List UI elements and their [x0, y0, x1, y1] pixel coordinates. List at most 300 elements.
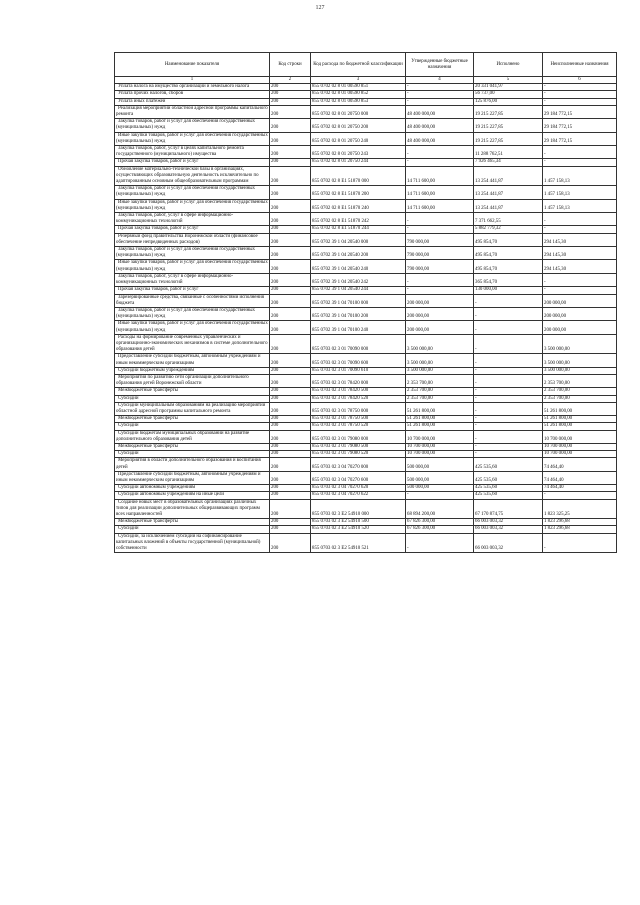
table-row: [115, 98, 617, 105]
unexecuted-amount-cell: 200 000,00: [543, 294, 617, 307]
executed-amount-cell: 425 535,60: [474, 458, 543, 471]
expense-code-cell: 855 0703 02 3 Е2 54910 520: [311, 526, 406, 533]
expense-code-cell: 855 0703 02 3 01 78420 500: [311, 388, 406, 395]
line-code-cell: 200: [270, 146, 311, 159]
approved-amount-cell: -: [406, 287, 474, 294]
expense-code-cell: 855 0703 02 3 01 78750 520: [311, 423, 406, 430]
approved-amount-cell: 48 400 000,00: [406, 105, 474, 118]
table-row: [115, 233, 617, 246]
indicator-name-cell: Прочая закупка товаров, работ и услуг: [115, 226, 270, 233]
unexecuted-amount-cell: 1 457 158,13: [543, 166, 617, 186]
table-row: [115, 119, 617, 132]
column-number: 4: [406, 77, 474, 84]
unexecuted-amount-cell: 51 261 800,00: [543, 423, 617, 430]
expense-code-cell: 855 0703 02 3 04 70270 000: [311, 458, 406, 471]
unexecuted-amount-cell: 1 823 296,68: [543, 526, 617, 533]
column-number-row: [115, 77, 617, 84]
expense-code-cell: 855 0702 02 8 01 20750 244: [311, 159, 406, 166]
expense-code-cell: 855 0702 39 1 04 70100 200: [311, 307, 406, 320]
approved-amount-cell: 10 700 000,00: [406, 451, 474, 458]
indicator-name-cell: Иные закупки товаров, работ и услуг для обеспечения государственных (муниципальных) нужд: [116, 260, 268, 272]
executed-amount-cell: -: [474, 334, 543, 354]
executed-amount-cell: 19 215 227,85: [474, 105, 543, 118]
expense-code-cell: 855 0702 02 8 01 00590 851: [311, 84, 406, 91]
unexecuted-amount-cell: -: [543, 146, 617, 159]
expense-code-cell: 855 0703 02 3 01 78750 500: [311, 416, 406, 423]
table-row: [115, 519, 617, 526]
unexecuted-amount-cell: 1 457 158,13: [543, 186, 617, 199]
executed-amount-cell: 66 003 003,32: [474, 526, 543, 533]
line-code-cell: 200: [270, 485, 311, 492]
line-code-cell: 200: [270, 458, 311, 471]
indicator-name-cell: Прочая закупка товаров, работ и услуг: [115, 159, 270, 166]
indicator-name-cell: Предоставление субсидий бюджетным, автономным учреждениям и иным некоммерческим организациям: [115, 354, 270, 367]
expense-code-cell: 855 0702 39 1 04 70100 000: [311, 294, 406, 307]
unexecuted-amount-cell: 2 353 700,00: [543, 388, 617, 395]
unexecuted-amount-cell: 3 500 000,00: [543, 367, 617, 374]
executed-amount-cell: -: [474, 374, 543, 387]
executed-amount-cell: 495 854,70: [474, 260, 543, 273]
unexecuted-amount-cell: 294 145,30: [543, 247, 617, 260]
column-number: 5: [474, 77, 543, 84]
line-code-cell: 200: [270, 273, 311, 286]
approved-amount-cell: 51 261 800,00: [406, 402, 474, 415]
indicator-name-cell: Закупка товаров, работ и услуг для обеспечения государственных (муниципальных) нужд: [115, 307, 270, 320]
line-code-cell: 200: [270, 519, 311, 526]
executed-amount-cell: 7 371 662,55: [474, 213, 543, 226]
executed-amount-cell: 19 215 227,85: [474, 119, 543, 132]
executed-amount-cell: 13 254 441,87: [474, 186, 543, 199]
unexecuted-amount-cell: 10 700 000,00: [543, 443, 617, 450]
indicator-name-cell: Субсидии: [115, 423, 270, 430]
unexecuted-amount-cell: 1 823 296,68: [543, 519, 617, 526]
executed-amount-cell: -: [474, 367, 543, 374]
executed-amount-cell: 19 215 227,85: [474, 132, 543, 145]
unexecuted-amount-cell: -: [543, 84, 617, 91]
unexecuted-amount-cell: -: [543, 287, 617, 294]
column-number: 6: [543, 77, 617, 84]
line-code-cell: 200: [270, 499, 311, 519]
indicator-name-cell: Закупка товаров, работ и услуг для обеспечения государственных (муниципальных) нужд: [115, 186, 270, 199]
approved-amount-cell: 10 700 000,00: [406, 443, 474, 450]
indicator-name-cell: Субсидии: [115, 451, 270, 458]
expense-code-cell: 855 0703 02 3 01 70090 610: [311, 367, 406, 374]
executed-amount-cell: -: [474, 307, 543, 320]
line-code-cell: 200: [270, 260, 311, 273]
table-row: [115, 367, 617, 374]
indicator-name-cell: Прочая закупка товаров, работ и услуг: [115, 287, 270, 294]
approved-amount-cell: 200 000,00: [406, 321, 474, 334]
table-row: [115, 247, 617, 260]
line-code-cell: 200: [270, 166, 311, 186]
approved-amount-cell: -: [406, 159, 474, 166]
unexecuted-amount-cell: 74 464,40: [543, 458, 617, 471]
approved-amount-cell: 48 400 000,00: [406, 132, 474, 145]
line-code-cell: 200: [270, 402, 311, 415]
executed-amount-cell: 11 288 762,51: [474, 146, 543, 159]
table-row: [115, 416, 617, 423]
executed-amount-cell: 125 876,00: [474, 98, 543, 105]
indicator-name-cell: Межбюджетные трансферты: [115, 416, 270, 423]
indicator-name-cell: Субсидии автономным учреждениям на иные цели: [115, 492, 270, 499]
indicator-name-cell: Субсидии муниципальным образованиям на реализацию мероприятий областной адресной программы капитального ремонта: [115, 402, 270, 415]
indicator-name-cell: Субсидии, за исключением субсидий на софинансирование капитальных вложений в объекты государственной (муниципальной) собственности: [115, 533, 270, 553]
expense-code-cell: 855 0703 02 3 Е2 54910 000: [311, 499, 406, 519]
line-code-cell: 200: [270, 423, 311, 430]
expense-code-cell: 855 0703 02 3 01 70090 600: [311, 354, 406, 367]
table-row: [115, 354, 617, 367]
expense-code-cell: 855 0702 39 1 04 20540 000: [311, 233, 406, 246]
indicator-name-cell: Мероприятия по развитию сети организаций дополнительного образования детей Воронежской области: [115, 374, 270, 387]
line-code-cell: 200: [270, 395, 311, 402]
line-code-cell: 200: [270, 451, 311, 458]
unexecuted-amount-cell: 294 145,30: [543, 260, 617, 273]
executed-amount-cell: -: [474, 443, 543, 450]
table-row: [115, 388, 617, 395]
expense-code-cell: 855 0703 02 3 Е2 54910 500: [311, 519, 406, 526]
executed-amount-cell: 130 000,00: [474, 287, 543, 294]
line-code-cell: 200: [270, 334, 311, 354]
indicator-name-cell: Зарезервированные средства, связанные с особенностями исполнения бюджета: [115, 294, 270, 307]
table-row: [115, 334, 617, 354]
line-code-cell: 200: [270, 294, 311, 307]
table-row: [115, 321, 617, 334]
executed-amount-cell: 495 854,70: [474, 233, 543, 246]
unexecuted-amount-cell: -: [543, 159, 617, 166]
unexecuted-amount-cell: 74 464,40: [543, 471, 617, 484]
unexecuted-amount-cell: 294 145,30: [543, 233, 617, 246]
table-row: [115, 423, 617, 430]
executed-amount-cell: 425 535,60: [474, 492, 543, 499]
approved-amount-cell: 790 000,00: [406, 247, 474, 260]
expense-code-cell: 855 0702 02 8 Е1 51870 244: [311, 226, 406, 233]
approved-amount-cell: 2 353 700,00: [406, 395, 474, 402]
executed-amount-cell: -: [474, 430, 543, 443]
executed-amount-cell: 66 003 003,32: [474, 519, 543, 526]
expense-code-cell: 855 0703 02 3 01 78750 000: [311, 402, 406, 415]
executed-amount-cell: 425 535,60: [474, 485, 543, 492]
approved-amount-cell: -: [406, 273, 474, 286]
table-row: [115, 84, 617, 91]
table-row: [115, 273, 617, 286]
indicator-name-cell: Резервный фонд правительства Воронежской области (финансовое обеспечение непредвиденных расходов): [115, 233, 270, 246]
header-unexecuted: Неисполненные назначения: [543, 53, 617, 77]
indicator-name-cell: Обновление материально-технической базы в организациях, осуществляющих образовательную деятельность исключительно по адаптированным основным общеобразовательным программам: [115, 166, 270, 186]
expense-code-cell: 855 0702 02 8 Е1 51870 200: [311, 186, 406, 199]
approved-amount-cell: 3 500 000,00: [406, 334, 474, 354]
expense-code-cell: 855 0703 02 3 01 79080 500: [311, 443, 406, 450]
line-code-cell: 200: [270, 354, 311, 367]
indicator-name-cell: Межбюджетные трансферты: [115, 388, 270, 395]
indicator-name-cell: Межбюджетные трансферты: [115, 443, 270, 450]
unexecuted-amount-cell: -: [543, 91, 617, 98]
header-indicator-name: Наименование показателя: [115, 53, 270, 77]
table-row: [115, 402, 617, 415]
approved-amount-cell: 3 500 000,00: [406, 367, 474, 374]
approved-amount-cell: -: [406, 226, 474, 233]
line-code-cell: 200: [270, 307, 311, 320]
unexecuted-amount-cell: -: [543, 273, 617, 286]
unexecuted-amount-cell: 200 000,00: [543, 321, 617, 334]
unexecuted-amount-cell: 29 184 772,15: [543, 105, 617, 118]
line-code-cell: 200: [270, 233, 311, 246]
executed-amount-cell: -: [474, 416, 543, 423]
expense-code-cell: 855 0703 02 3 04 70270 600: [311, 471, 406, 484]
table-row: [115, 287, 617, 294]
line-code-cell: 200: [270, 186, 311, 199]
line-code-cell: 200: [270, 84, 311, 91]
approved-amount-cell: 14 711 600,00: [406, 186, 474, 199]
line-code-cell: 200: [270, 213, 311, 226]
indicator-name-cell: Иные закупки товаров, работ и услуг для обеспечения государственных (муниципальных) нужд: [116, 199, 268, 211]
approved-amount-cell: 67 826 300,00: [406, 519, 474, 526]
column-number: 3: [311, 77, 406, 84]
line-code-cell: 200: [270, 132, 311, 145]
unexecuted-amount-cell: 10 700 000,00: [543, 430, 617, 443]
indicator-name-cell: Межбюджетные трансферты: [115, 519, 270, 526]
unexecuted-amount-cell: 1 823 325,25: [543, 499, 617, 519]
executed-amount-cell: -: [474, 294, 543, 307]
executed-amount-cell: -: [474, 395, 543, 402]
expense-code-cell: 855 0702 02 8 Е1 51870 242: [311, 213, 406, 226]
indicator-name-cell: Субсидии автономным учреждениям: [115, 485, 270, 492]
executed-amount-cell: 66 003 003,32: [474, 533, 543, 553]
expense-code-cell: 855 0702 02 8 Е1 51870 240: [311, 199, 406, 212]
unexecuted-amount-cell: 3 500 000,00: [543, 354, 617, 367]
executed-amount-cell: 365 854,70: [474, 273, 543, 286]
table-row: [115, 471, 617, 484]
approved-amount-cell: 2 353 700,00: [406, 388, 474, 395]
approved-amount-cell: 14 711 600,00: [406, 166, 474, 186]
header-executed: Исполнено: [474, 53, 543, 77]
indicator-name-cell: Мероприятия в области дополнительного образования и воспитания детей: [115, 458, 270, 471]
approved-amount-cell: 200 000,00: [406, 294, 474, 307]
expense-code-cell: 855 0703 02 3 01 79080 000: [311, 430, 406, 443]
indicator-name-cell: Закупка товаров, работ и услуг для обеспечения государственных (муниципальных) нужд: [115, 119, 270, 132]
expense-code-cell: 855 0703 02 3 01 78420 520: [311, 395, 406, 402]
page-number: 127: [315, 5, 325, 11]
approved-amount-cell: 14 711 600,00: [406, 199, 474, 212]
expense-code-cell: 855 0702 02 8 01 00590 852: [311, 91, 406, 98]
unexecuted-amount-cell: -: [543, 226, 617, 233]
unexecuted-amount-cell: -: [543, 533, 617, 553]
executed-amount-cell: -: [474, 354, 543, 367]
unexecuted-amount-cell: 200 000,00: [543, 307, 617, 320]
approved-amount-cell: 200 000,00: [406, 307, 474, 320]
line-code-cell: 200: [270, 119, 311, 132]
unexecuted-amount-cell: 3 500 000,00: [543, 334, 617, 354]
table-row: [115, 307, 617, 320]
table-row: [115, 159, 617, 166]
expense-code-cell: 855 0703 02 3 01 70090 000: [311, 334, 406, 354]
expense-code-cell: 855 0702 39 1 04 20540 240: [311, 260, 406, 273]
column-number: 2: [270, 77, 311, 84]
line-code-cell: 200: [270, 247, 311, 260]
line-code-cell: 200: [270, 105, 311, 118]
indicator-name-cell: Субсидии бюджетным учреждениям: [115, 367, 270, 374]
line-code-cell: 200: [270, 416, 311, 423]
expense-code-cell: 855 0703 02 3 04 70270 620: [311, 485, 406, 492]
header-approved: Утвержденные бюджетные назначения: [406, 53, 474, 77]
expense-code-cell: 855 0702 02 8 01 00590 853: [311, 98, 406, 105]
expense-code-cell: 855 0703 02 3 Е2 54910 521: [311, 533, 406, 553]
executed-amount-cell: 56 737,00: [474, 91, 543, 98]
table-row: [115, 260, 617, 273]
expense-code-cell: 855 0702 39 1 04 20540 242: [311, 273, 406, 286]
approved-amount-cell: 51 261 800,00: [406, 416, 474, 423]
executed-amount-cell: 67 170 874,75: [474, 499, 543, 519]
executed-amount-cell: -: [474, 451, 543, 458]
table-row: [115, 430, 617, 443]
table-row: [115, 443, 617, 450]
table-row: [115, 186, 617, 199]
approved-amount-cell: 500 000,00: [406, 471, 474, 484]
header-row: [115, 53, 617, 77]
line-code-cell: 200: [270, 430, 311, 443]
approved-amount-cell: -: [406, 91, 474, 98]
unexecuted-amount-cell: 29 184 772,15: [543, 119, 617, 132]
header-line-code: Код строки: [270, 53, 311, 77]
line-code-cell: 200: [270, 533, 311, 553]
approved-amount-cell: 10 700 000,00: [406, 430, 474, 443]
indicator-name-cell: Субсидии: [115, 526, 270, 533]
indicator-name-cell: Субсидии бюджетам муниципальных образований на развитие дополнительного образования детей: [115, 430, 270, 443]
unexecuted-amount-cell: 2 353 700,00: [543, 374, 617, 387]
line-code-cell: 200: [270, 91, 311, 98]
unexecuted-amount-cell: 51 261 800,00: [543, 402, 617, 415]
executed-amount-cell: 7 926 465,34: [474, 159, 543, 166]
line-code-cell: 200: [270, 526, 311, 533]
approved-amount-cell: -: [406, 492, 474, 499]
expense-code-cell: 855 0702 02 8 01 20750 000: [311, 105, 406, 118]
indicator-name-cell: Создание новых мест в образовательных организациях различных типов для реализации дополнительных общеразвивающих программ всех направленностей: [115, 499, 270, 519]
executed-amount-cell: -: [474, 388, 543, 395]
table-row: [115, 199, 617, 212]
line-code-cell: 200: [270, 388, 311, 395]
expense-code-cell: 855 0703 02 3 01 79080 520: [311, 451, 406, 458]
indicator-name-cell: Предоставление субсидий бюджетным, автономным учреждениям и иным некоммерческим организациям: [115, 471, 270, 484]
approved-amount-cell: 67 826 300,00: [406, 526, 474, 533]
table-row: [115, 451, 617, 458]
executed-amount-cell: 495 854,70: [474, 247, 543, 260]
executed-amount-cell: 13 254 441,87: [474, 199, 543, 212]
expense-code-cell: 855 0702 02 8 01 20750 243: [311, 146, 406, 159]
header-expense-code: Код расхода по бюджетной классификации: [311, 53, 406, 77]
indicator-name-cell: Закупка товаров, работ и услуг для обеспечения государственных (муниципальных) нужд: [115, 247, 270, 260]
approved-amount-cell: 790 000,00: [406, 260, 474, 273]
unexecuted-amount-cell: -: [543, 98, 617, 105]
unexecuted-amount-cell: -: [543, 492, 617, 499]
expense-code-cell: 855 0702 02 8 01 20750 240: [311, 132, 406, 145]
approved-amount-cell: 2 353 700,00: [406, 374, 474, 387]
table-row: [115, 485, 617, 492]
executed-amount-cell: 5 882 779,32: [474, 226, 543, 233]
table-row: [115, 166, 617, 186]
expense-code-cell: 855 0702 39 1 04 70100 240: [311, 321, 406, 334]
approved-amount-cell: 3 500 000,00: [406, 354, 474, 367]
approved-amount-cell: -: [406, 146, 474, 159]
unexecuted-amount-cell: 51 261 800,00: [543, 416, 617, 423]
executed-amount-cell: 20 331 041,97: [474, 84, 543, 91]
unexecuted-amount-cell: 10 700 000,00: [543, 451, 617, 458]
table-row: [115, 458, 617, 471]
expense-code-cell: 855 0702 39 1 04 20540 200: [311, 247, 406, 260]
table-row: [115, 105, 617, 118]
approved-amount-cell: 500 000,00: [406, 485, 474, 492]
indicator-name-cell: Иные закупки товаров, работ и услуг для обеспечения государственных (муниципальных) нужд: [116, 321, 268, 333]
unexecuted-amount-cell: 2 353 700,00: [543, 395, 617, 402]
expense-code-cell: 855 0703 02 3 04 70270 622: [311, 492, 406, 499]
line-code-cell: 200: [270, 471, 311, 484]
executed-amount-cell: -: [474, 423, 543, 430]
indicator-name-cell: Субсидии: [115, 395, 270, 402]
table-row: [115, 499, 617, 519]
indicator-name-cell: Уплата налога на имущество организаций и земельного налога: [115, 84, 270, 91]
approved-amount-cell: 500 000,00: [406, 458, 474, 471]
approved-amount-cell: 48 400 000,00: [406, 119, 474, 132]
executed-amount-cell: -: [474, 321, 543, 334]
table-body: [115, 84, 617, 553]
expense-code-cell: 855 0702 02 8 Е1 51870 000: [311, 166, 406, 186]
column-number: 1: [115, 77, 270, 84]
approved-amount-cell: 790 000,00: [406, 233, 474, 246]
expense-code-cell: 855 0702 39 1 04 20540 244: [311, 287, 406, 294]
line-code-cell: 200: [270, 374, 311, 387]
indicator-name-cell: Закупка товаров, работ, услуг в целях капитального ремонта государственного (муниципального) имущества: [115, 146, 270, 159]
approved-amount-cell: -: [406, 533, 474, 553]
unexecuted-amount-cell: 1 457 158,13: [543, 199, 617, 212]
expense-code-cell: 855 0703 02 3 01 78420 000: [311, 374, 406, 387]
line-code-cell: 200: [270, 443, 311, 450]
indicator-name-cell: Закупка товаров, работ, услуг в сфере информационно-коммуникационных технологий: [115, 213, 270, 226]
line-code-cell: 200: [270, 98, 311, 105]
approved-amount-cell: -: [406, 213, 474, 226]
table-row: [115, 132, 617, 145]
executed-amount-cell: 13 254 441,87: [474, 166, 543, 186]
line-code-cell: 200: [270, 159, 311, 166]
indicator-name-cell: Закупка товаров, работ, услуг в сфере информационно-коммуникационных технологий: [115, 273, 270, 286]
executed-amount-cell: 425 535,60: [474, 471, 543, 484]
executed-amount-cell: -: [474, 402, 543, 415]
indicator-name-cell: Иные закупки товаров, работ и услуг для обеспечения государственных (муниципальных) нужд: [116, 132, 268, 144]
expense-code-cell: 855 0702 02 8 01 20750 200: [311, 119, 406, 132]
table-row: [115, 395, 617, 402]
approved-amount-cell: 51 261 800,00: [406, 423, 474, 430]
table-row: [115, 533, 617, 553]
line-code-cell: 200: [270, 287, 311, 294]
line-code-cell: 200: [270, 321, 311, 334]
table-row: [115, 146, 617, 159]
indicator-name-cell: Уплата прочих налогов, сборов: [115, 91, 270, 98]
line-code-cell: 200: [270, 226, 311, 233]
table-row: [115, 91, 617, 98]
approved-amount-cell: -: [406, 84, 474, 91]
approved-amount-cell: 68 894 200,00: [406, 499, 474, 519]
line-code-cell: 200: [270, 492, 311, 499]
unexecuted-amount-cell: -: [543, 213, 617, 226]
indicator-name-cell: Реализация мероприятий областной адресной программы капитального ремонта: [116, 105, 268, 118]
line-code-cell: 200: [270, 367, 311, 374]
unexecuted-amount-cell: 29 184 772,15: [543, 132, 617, 145]
line-code-cell: 200: [270, 199, 311, 212]
unexecuted-amount-cell: 74 464,40: [543, 485, 617, 492]
table-row: [115, 294, 617, 307]
indicator-name-cell: Уплата иных платежей: [115, 98, 270, 105]
table-row: [115, 492, 617, 499]
table-row: [115, 526, 617, 533]
approved-amount-cell: -: [406, 98, 474, 105]
budget-execution-table: [114, 52, 617, 553]
